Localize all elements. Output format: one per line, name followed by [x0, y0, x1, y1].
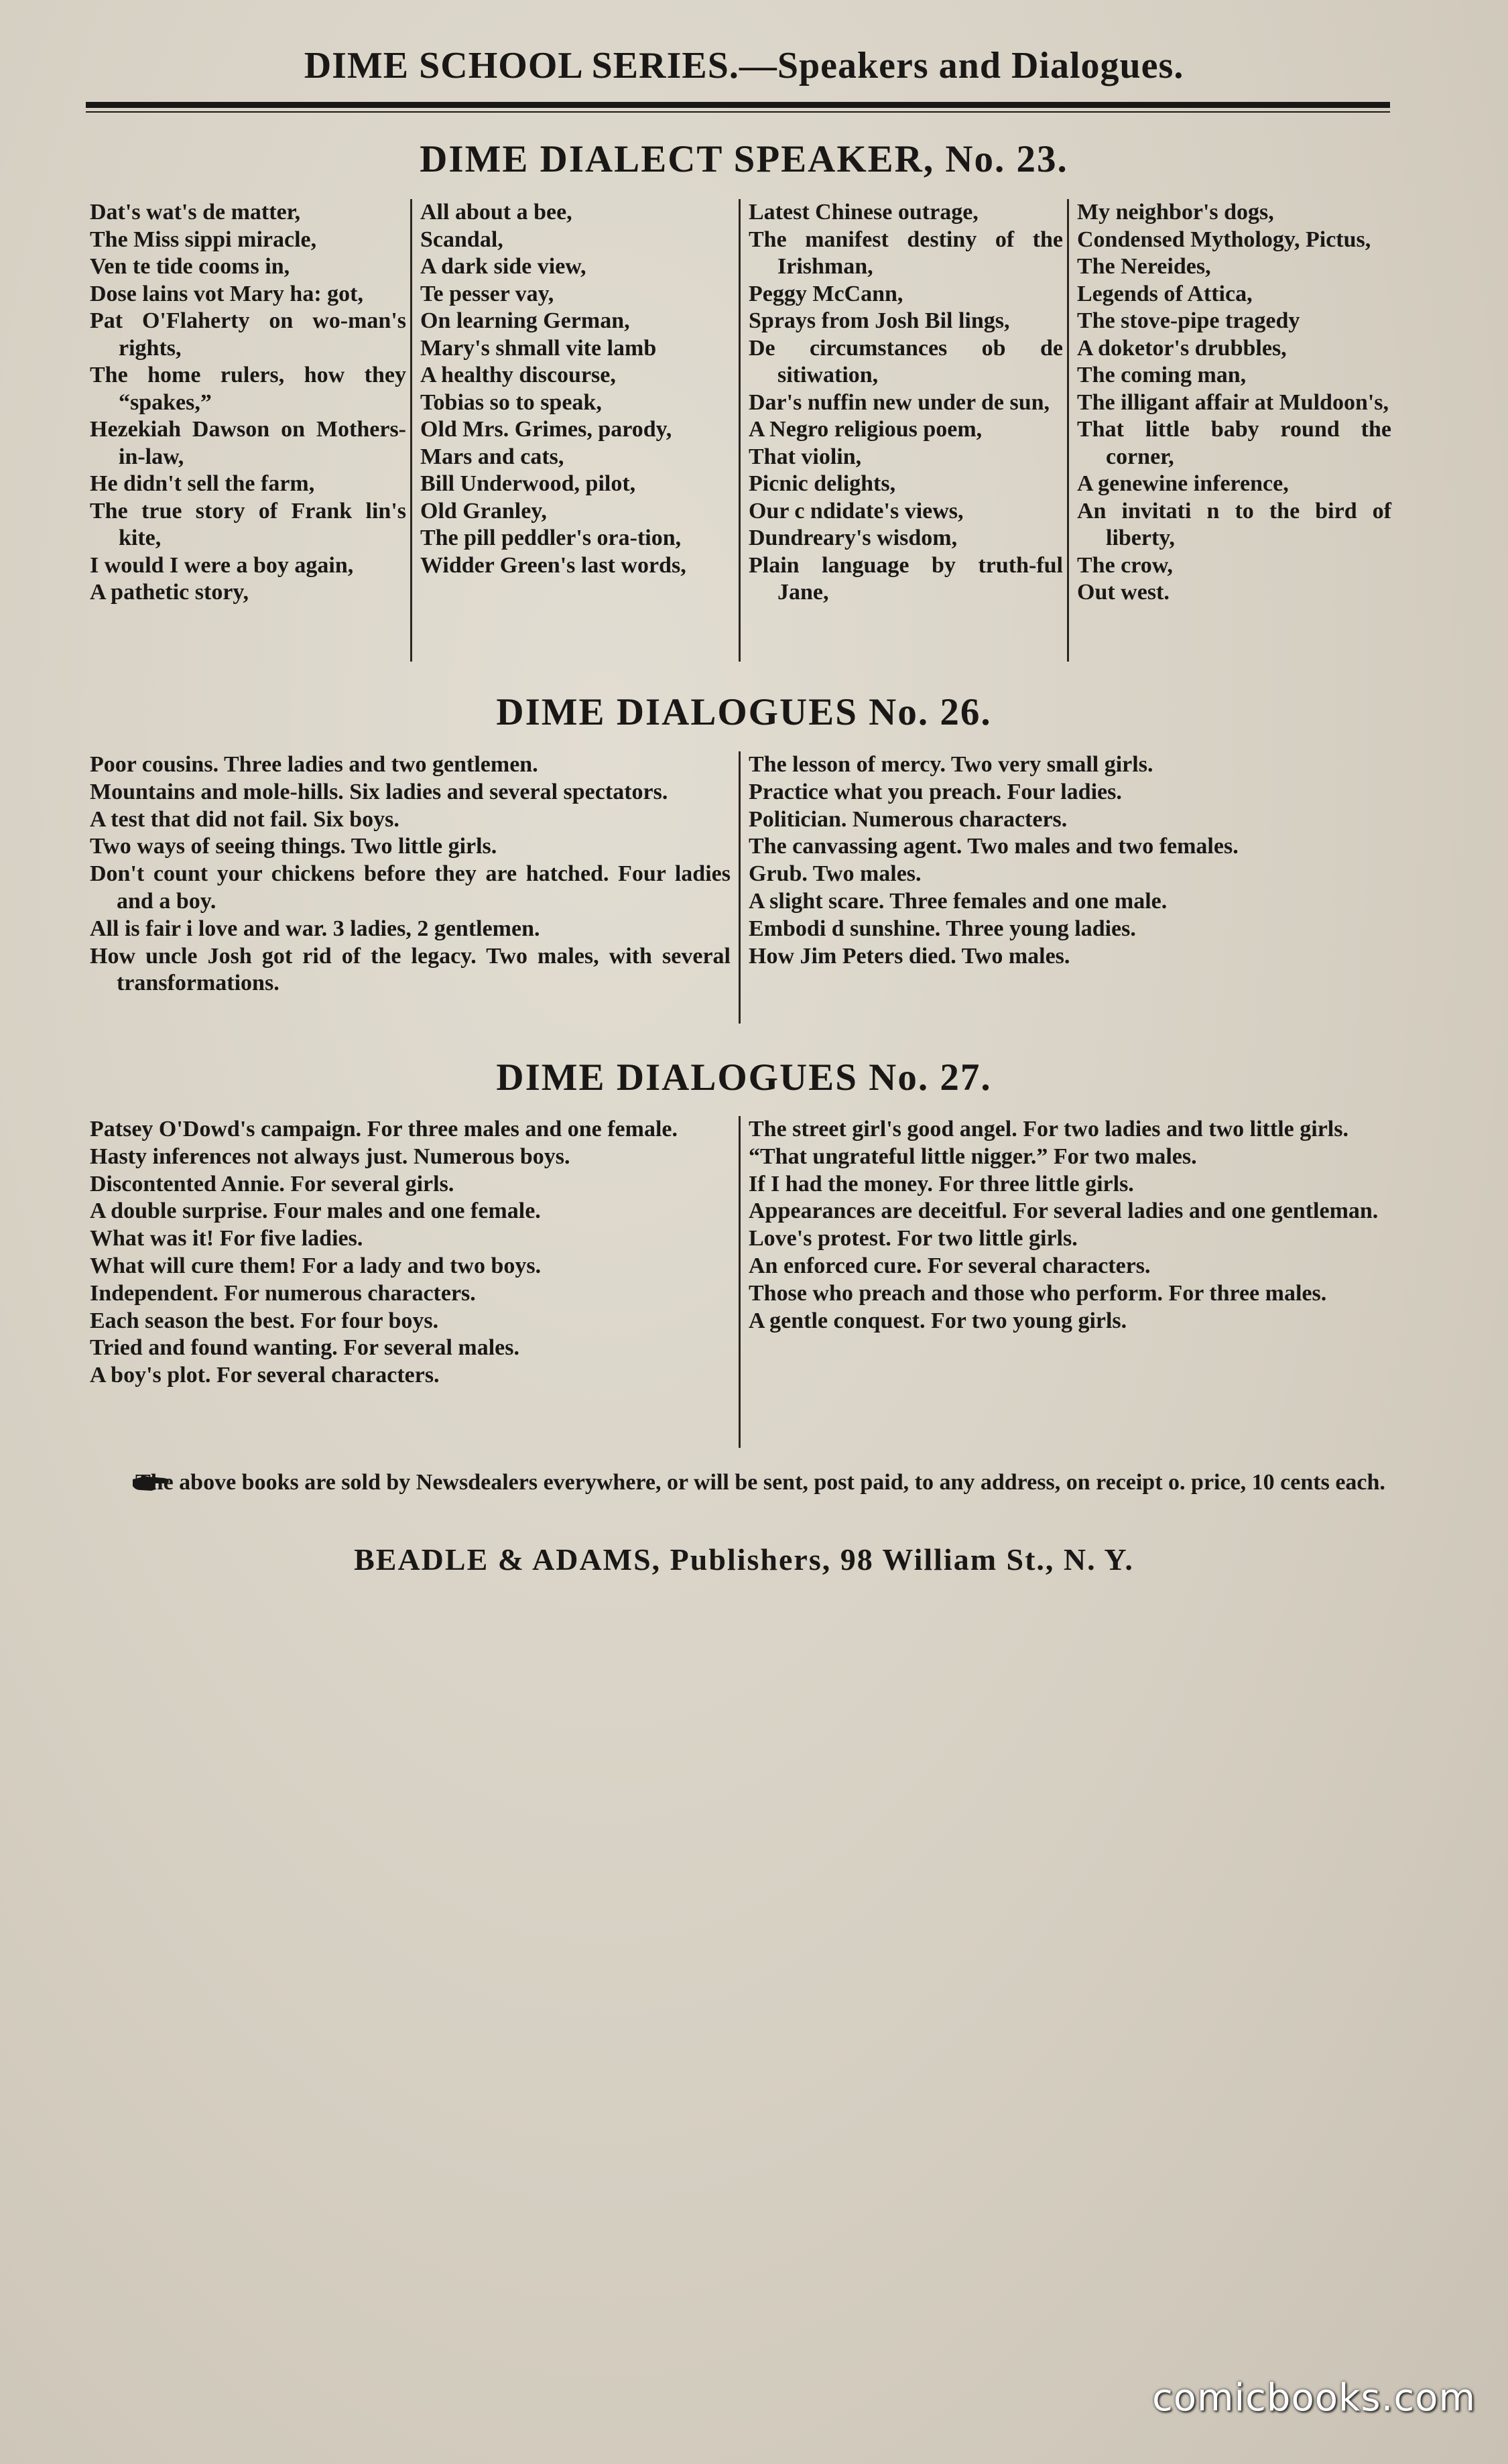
list-item: Old Mrs. Grimes, parody, — [420, 417, 672, 442]
list-item: Our c ndidate's views, — [749, 498, 964, 523]
dialogues-26-column-1 — [82, 751, 739, 1024]
list-item: The stove-pipe tragedy — [1077, 308, 1300, 333]
dialogues-26-columns — [82, 751, 1395, 1024]
list-item: Those who preach and those who perform. For three males. — [749, 1280, 1327, 1306]
list-item: Te pesser vay, — [420, 281, 554, 306]
list-item: An invitati n to the bird of liberty, — [1077, 498, 1391, 550]
publisher-imprint: BEADLE & ADAMS, Publishers, 98 William St., N. Y. — [354, 1542, 1134, 1577]
list-item: A doketor's drubbles, — [1077, 335, 1287, 361]
list-item: A genewine inference, — [1077, 471, 1289, 496]
list-item: Condensed Mythology, Pictus, — [1077, 227, 1371, 252]
list-item: An enforced cure. For several characters. — [749, 1253, 1151, 1278]
list-item: De circumstances ob de sitiwation, — [749, 335, 1063, 387]
speaker-23-column-3 — [739, 199, 1067, 662]
list-item: Picnic delights, — [749, 471, 896, 496]
list-item: All about a bee, — [420, 200, 572, 225]
list-item: Dar's nuffin new under de sun, — [749, 389, 1050, 415]
list-item: Dose lains vot Mary ha: got, — [90, 281, 363, 306]
list-item: Mountains and mole-hills. Six ladies and several spectators. — [90, 779, 668, 804]
list-item: My neighbor's dogs, — [1077, 200, 1274, 225]
list-item: How Jim Peters died. Two males. — [749, 943, 1070, 969]
list-item: A pathetic story, — [90, 580, 249, 605]
header-rule-thick — [86, 102, 1390, 108]
list-item: The crow, — [1077, 552, 1173, 578]
speaker-23-column-4 — [1067, 199, 1395, 662]
list-item: Tobias so to speak, — [420, 389, 602, 415]
speaker-23-column-2 — [410, 199, 739, 662]
list-item: Plain language by truth-ful Jane, — [749, 552, 1063, 605]
header-rule-thin — [86, 111, 1390, 113]
list-item: He didn't sell the farm, — [90, 471, 315, 496]
list-item: Love's protest. For two little girls. — [749, 1226, 1078, 1251]
list-item: The street girl's good angel. For two ladies and two little girls. — [749, 1117, 1348, 1142]
list-item: Out west. — [1077, 580, 1170, 605]
dialogues-26-title: DIME DIALOGUES No. 26. — [496, 691, 992, 733]
list-item: Sprays from Josh Bil lings, — [749, 308, 1010, 333]
list-item: Tried and found wanting. For several males. — [90, 1335, 519, 1361]
list-item: Old Granley, — [420, 498, 547, 523]
dialogues-27-columns — [82, 1116, 1395, 1448]
list-item: A healthy discourse, — [420, 363, 616, 387]
list-item: If I had the money. For three little girls. — [749, 1171, 1134, 1196]
list-item: A gentle conquest. For two young girls. — [749, 1308, 1127, 1333]
site-watermark: comicbooks.com — [1151, 2376, 1476, 2420]
list-item: Hasty inferences not always just. Numerous boys. — [90, 1144, 570, 1169]
list-item: Scandal, — [420, 227, 503, 252]
list-item: The canvassing agent. Two males and two females. — [749, 834, 1239, 859]
dialogues-27-title: DIME DIALOGUES No. 27. — [496, 1056, 992, 1099]
list-item: Latest Chinese outrage, — [749, 200, 979, 225]
speaker-23-column-1 — [82, 199, 410, 662]
list-item: Two ways of seeing things. Two little girls. — [90, 834, 497, 859]
list-item: Bill Underwood, pilot, — [420, 471, 636, 496]
series-header: DIME SCHOOL SERIES.—Speakers and Dialogues. — [304, 45, 1184, 86]
list-item: Pat O'Flaherty on wo-man's rights, — [90, 308, 406, 361]
list-item: Embodi d sunshine. Three young ladies. — [749, 916, 1136, 941]
list-item: The Miss sippi miracle, — [90, 227, 317, 252]
dialogues-27-column-2 — [739, 1116, 1395, 1448]
list-item: Legends of Attica, — [1077, 281, 1253, 306]
list-item: Poor cousins. Three ladies and two gentlemen. — [90, 752, 538, 777]
list-item: Grub. Two males. — [749, 861, 922, 887]
list-item: The pill peddler's ora-tion, — [420, 526, 682, 550]
list-item: A double surprise. Four males and one female. — [90, 1198, 541, 1224]
list-item: That little baby round the corner, — [1077, 417, 1391, 469]
list-item: On learning German, — [420, 308, 630, 333]
dialogues-26-column-2 — [739, 751, 1395, 1024]
list-item: How uncle Josh got rid of the legacy. Two males, with several transformations. — [90, 943, 731, 996]
dialogues-27-column-1 — [82, 1116, 739, 1448]
availability-notice: The above books are sold by Newsdealers everywhere, or will be sent, post paid, to any address, on receipt o. price, 10 cents each. — [135, 1470, 1385, 1495]
list-item: Mary's shmall vite lamb — [420, 335, 657, 361]
list-item: Mars and cats, — [420, 444, 564, 469]
list-item: “That ungrateful little nigger.” For two males. — [749, 1144, 1197, 1169]
list-item: A test that did not fail. Six boys. — [90, 806, 399, 832]
list-item: I would I were a boy again, — [90, 552, 354, 578]
list-item: Patsey O'Dowd's campaign. For three males and one female. — [90, 1117, 678, 1142]
list-item: Each season the best. For four boys. — [90, 1308, 439, 1333]
list-item: Discontented Annie. For several girls. — [90, 1171, 454, 1196]
list-item: The true story of Frank lin's kite, — [90, 498, 406, 550]
list-item: The coming man, — [1077, 363, 1247, 387]
list-item: A dark side view, — [420, 254, 586, 279]
list-item: The lesson of mercy. Two very small girls. — [749, 752, 1153, 777]
list-item: Appearances are deceitful. For several ladies and one gentleman. — [749, 1198, 1379, 1224]
list-item: Dat's wat's de matter, — [90, 200, 301, 225]
list-item: Ven te tide cooms in, — [90, 254, 290, 279]
list-item: Peggy McCann, — [749, 281, 903, 306]
list-item: The Nereides, — [1077, 254, 1211, 279]
list-item: The home rulers, how they “spakes,” — [90, 363, 406, 415]
list-item: What will cure them! For a lady and two boys. — [90, 1253, 542, 1278]
list-item: A Negro religious poem, — [749, 417, 983, 442]
list-item: The manifest destiny of the Irishman, — [749, 227, 1063, 279]
list-item: All is fair i love and war. 3 ladies, 2 gentlemen. — [90, 916, 540, 941]
list-item: What was it! For five ladies. — [90, 1226, 363, 1251]
list-item: Independent. For numerous characters. — [90, 1280, 476, 1306]
list-item: Politician. Numerous characters. — [749, 806, 1068, 832]
list-item: Widder Green's last words, — [420, 552, 686, 578]
list-item: That violin, — [749, 444, 862, 469]
speaker-23-title: DIME DIALECT SPEAKER, No. 23. — [420, 138, 1068, 180]
list-item: Dundreary's wisdom, — [749, 526, 958, 550]
speaker-23-columns — [82, 199, 1395, 662]
list-item: Practice what you preach. Four ladies. — [749, 779, 1122, 804]
list-item: Hezekiah Dawson on Mothers-in-law, — [90, 417, 406, 469]
list-item: Don't count your chickens before they are hatched. Four ladies and a boy. — [90, 861, 731, 914]
list-item: A slight scare. Three females and one male. — [749, 888, 1168, 914]
list-item: The illigant affair at Muldoon's, — [1077, 389, 1389, 415]
list-item: A boy's plot. For several characters. — [90, 1363, 440, 1388]
